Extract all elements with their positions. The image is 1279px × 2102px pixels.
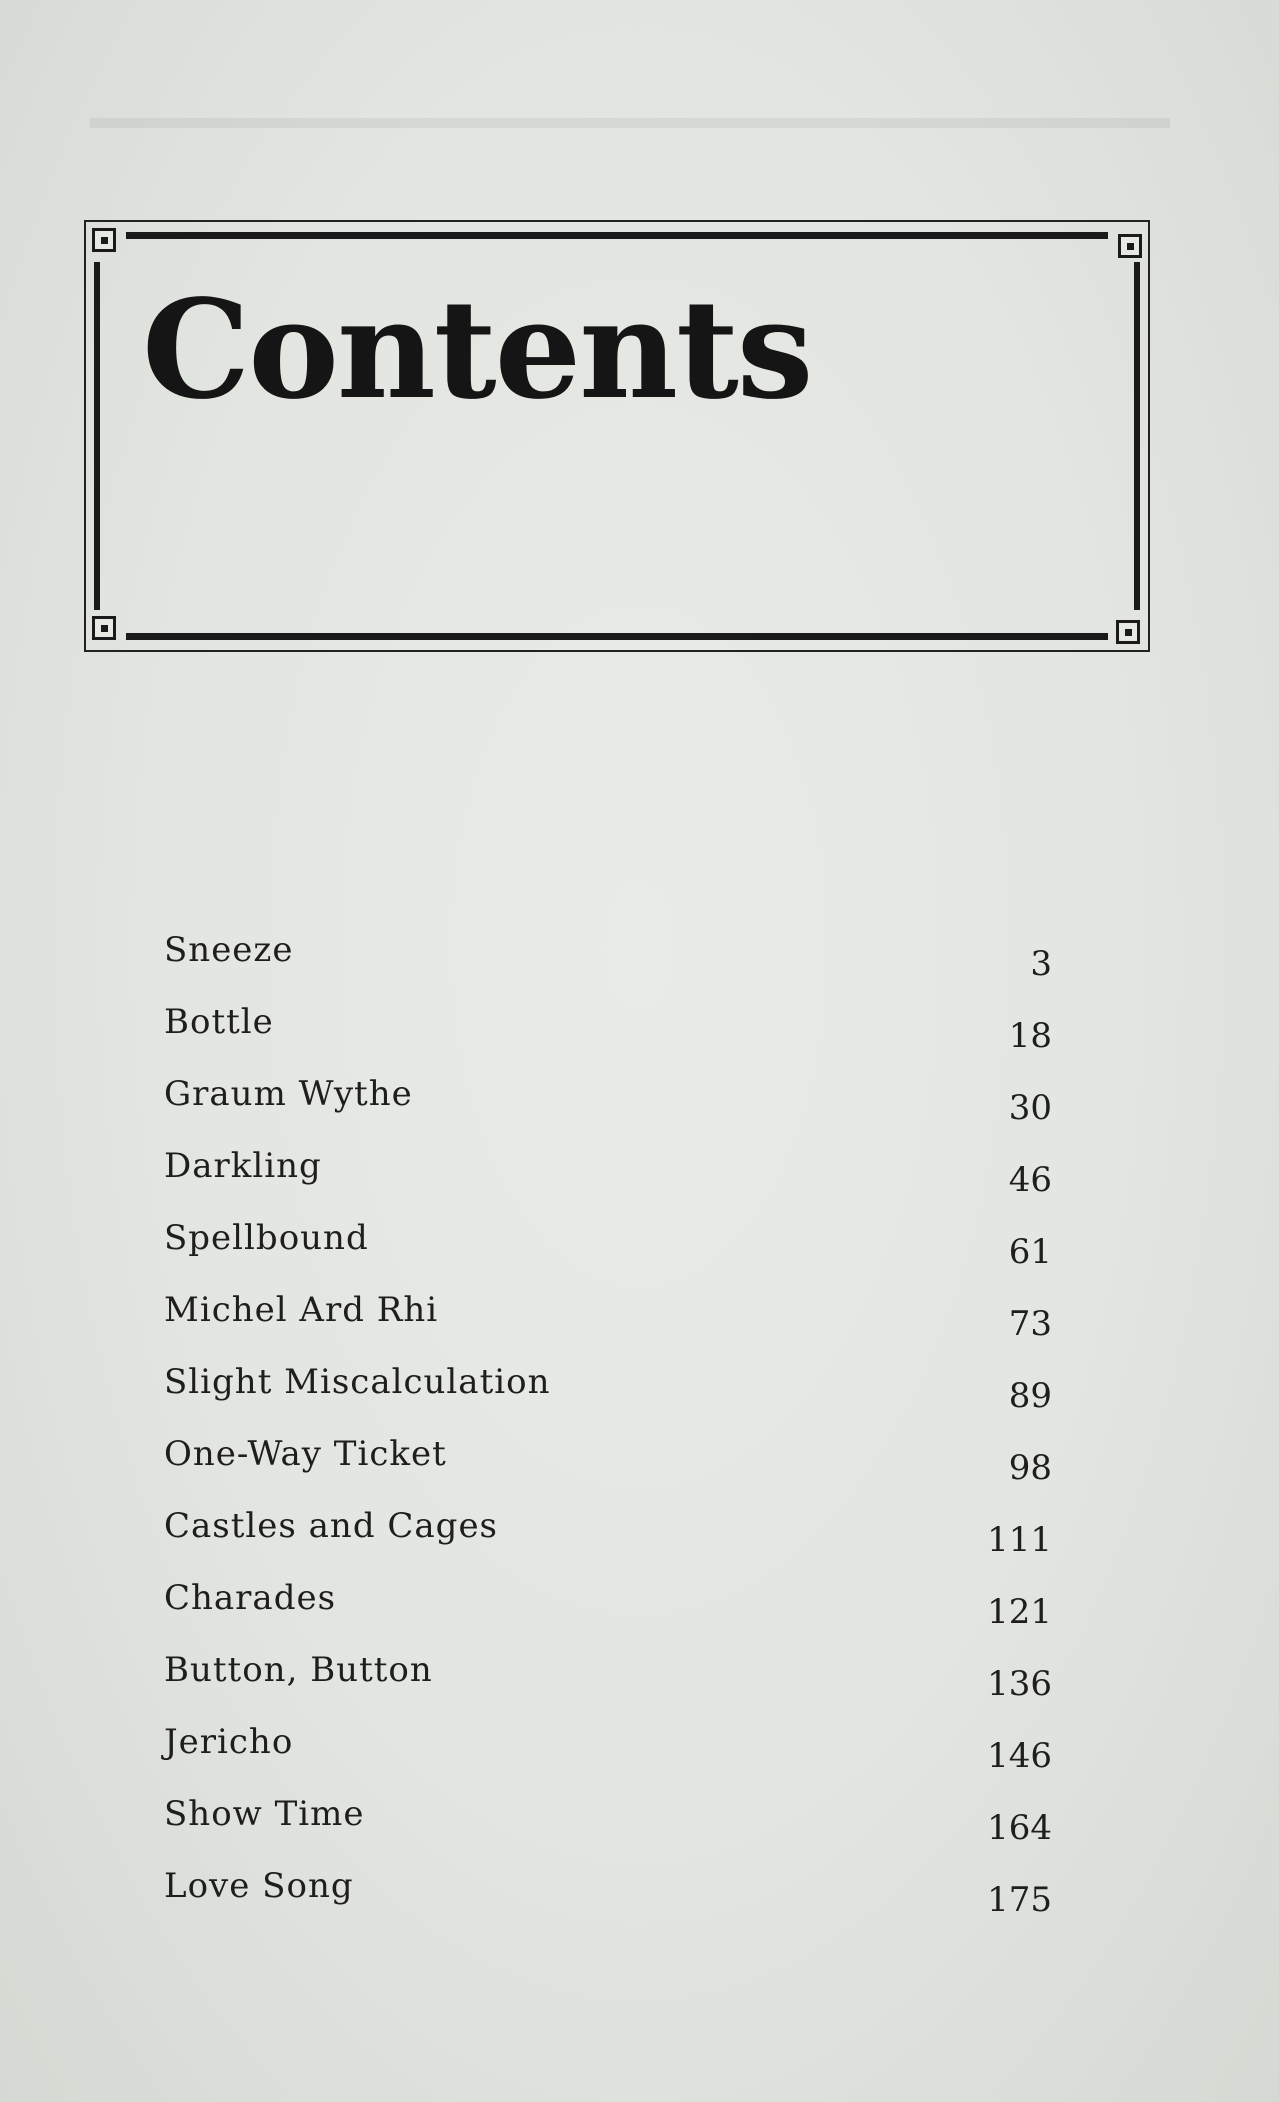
chapter-page-number: 61	[1008, 1232, 1052, 1272]
toc-entry	[164, 1210, 1052, 1282]
chapter-title: Jericho	[164, 1722, 294, 1762]
corner-ornament-icon	[92, 228, 116, 252]
heading-frame	[84, 220, 1150, 652]
toc-entry	[164, 1858, 1052, 1930]
chapter-page-number: 46	[1008, 1160, 1052, 1200]
chapter-title: Castles and Cages	[164, 1506, 499, 1546]
page-title: Contents	[142, 270, 812, 430]
toc-entry	[164, 1714, 1052, 1786]
toc-entry	[164, 1786, 1052, 1858]
toc-entry	[164, 1066, 1052, 1138]
chapter-title: Bottle	[164, 1002, 274, 1042]
toc-entry	[164, 1354, 1052, 1426]
chapter-page-number: 164	[987, 1808, 1052, 1848]
frame-bottom-rule	[126, 633, 1108, 640]
toc-entry	[164, 1570, 1052, 1642]
chapter-page-number: 89	[1008, 1376, 1052, 1416]
toc-entry	[164, 1498, 1052, 1570]
frame-right-rule	[1134, 262, 1140, 610]
chapter-page-number: 121	[987, 1592, 1052, 1632]
toc-entry	[164, 1282, 1052, 1354]
toc-entry	[164, 994, 1052, 1066]
chapter-page-number: 98	[1008, 1448, 1052, 1488]
chapter-title: Slight Miscalculation	[164, 1362, 551, 1402]
chapter-title: Sneeze	[164, 930, 294, 970]
toc-entry	[164, 1138, 1052, 1210]
chapter-page-number: 3	[1030, 944, 1052, 984]
chapter-title: Graum Wythe	[164, 1074, 413, 1114]
toc-entry	[164, 1426, 1052, 1498]
corner-ornament-icon	[1118, 234, 1142, 258]
frame-left-rule	[94, 262, 100, 610]
chapter-title: Button, Button	[164, 1650, 433, 1690]
chapter-title: One-Way Ticket	[164, 1434, 447, 1474]
chapter-title: Spellbound	[164, 1218, 369, 1258]
chapter-page-number: 111	[987, 1520, 1052, 1560]
chapter-page-number: 146	[987, 1736, 1052, 1776]
chapter-title: Charades	[164, 1578, 337, 1618]
chapter-page-number: 73	[1008, 1304, 1052, 1344]
chapter-page-number: 175	[987, 1880, 1052, 1920]
chapter-page-number: 30	[1008, 1088, 1052, 1128]
chapter-title: Show Time	[164, 1794, 365, 1834]
chapter-page-number: 136	[987, 1664, 1052, 1704]
toc-entry	[164, 922, 1052, 994]
toc-entry	[164, 1642, 1052, 1714]
corner-ornament-icon	[92, 616, 116, 640]
chapter-title: Love Song	[164, 1866, 354, 1906]
chapter-page-number: 18	[1008, 1016, 1052, 1056]
corner-ornament-icon	[1116, 620, 1140, 644]
chapter-title: Darkling	[164, 1146, 322, 1186]
table-of-contents	[164, 922, 1052, 1930]
chapter-title: Michel Ard Rhi	[164, 1290, 439, 1330]
frame-top-rule	[126, 232, 1108, 239]
